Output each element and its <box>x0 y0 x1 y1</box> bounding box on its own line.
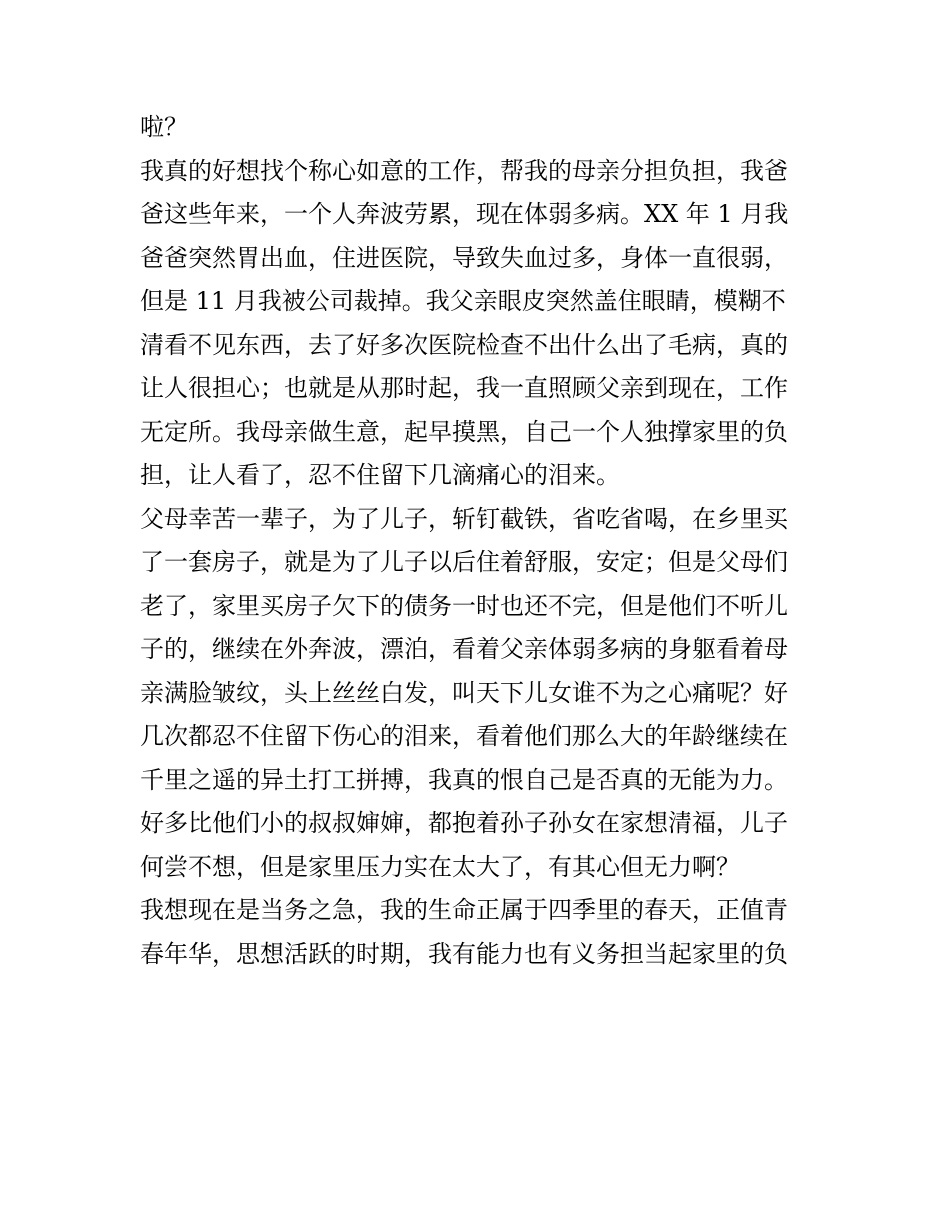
text-line: 但是 11 月我被公司裁掉。我父亲眼皮突然盖住眼睛，模糊不 <box>140 287 786 315</box>
text-line: 春年华，思想活跃的时期，我有能力也有义务担当起家里的负 <box>140 939 788 968</box>
body-text <box>140 106 820 976</box>
text-line: 我真的好想找个称心如意的工作，帮我的母亲分担负担，我爸 <box>140 156 788 185</box>
text-line: 千里之遥的异土打工拼搏，我真的恨自己是否真的无能为力。 <box>140 765 788 794</box>
text-line: 了一套房子，就是为了儿子以后住着舒服，安定；但是父母们 <box>140 548 788 576</box>
text-line: 爸这些年来，一个人奔波劳累，现在体弱多病。XX 年 1 月我 <box>140 200 789 228</box>
text-line: 老了，家里买房子欠下的债务一时也还不完，但是他们不听儿 <box>140 591 788 620</box>
text-line: 好多比他们小的叔叔婶婶，都抱着孙子孙女在家想清福，儿子 <box>140 809 788 837</box>
text-line: 子的，继续在外奔波，漂泊，看着父亲体弱多病的身躯看着母 <box>140 635 788 663</box>
text-line: 爸爸突然胃出血，住进医院，导致失血过多，身体一直很弱， <box>140 243 788 272</box>
text-line: 清看不见东西，去了好多次医院检查不出什么出了毛病，真的 <box>140 330 788 359</box>
text-line: 我想现在是当务之急，我的生命正属于四季里的春天，正值青 <box>140 896 788 924</box>
text-line: 无定所。我母亲做生意，起早摸黑，自己一个人独撑家里的负 <box>140 417 788 446</box>
text-line: 让人很担心；也就是从那时起，我一直照顾父亲到现在，工作 <box>140 374 788 402</box>
text-line: 几次都忍不住留下伤心的泪来，看着他们那么大的年龄继续在 <box>140 722 788 750</box>
text-line: 担，让人看了，忍不住留下几滴痛心的泪来。 <box>140 461 620 489</box>
text-line: 啦？ <box>140 113 188 141</box>
text-line: 亲满脸皱纹，头上丝丝白发，叫天下儿女谁不为之心痛呢？好 <box>140 678 788 707</box>
text-line: 何尝不想，但是家里压力实在太大了，有其心但无力啊？ <box>140 852 740 881</box>
text-line: 父母幸苦一辈子，为了儿子，斩钉截铁，省吃省喝，在乡里买 <box>140 504 788 533</box>
